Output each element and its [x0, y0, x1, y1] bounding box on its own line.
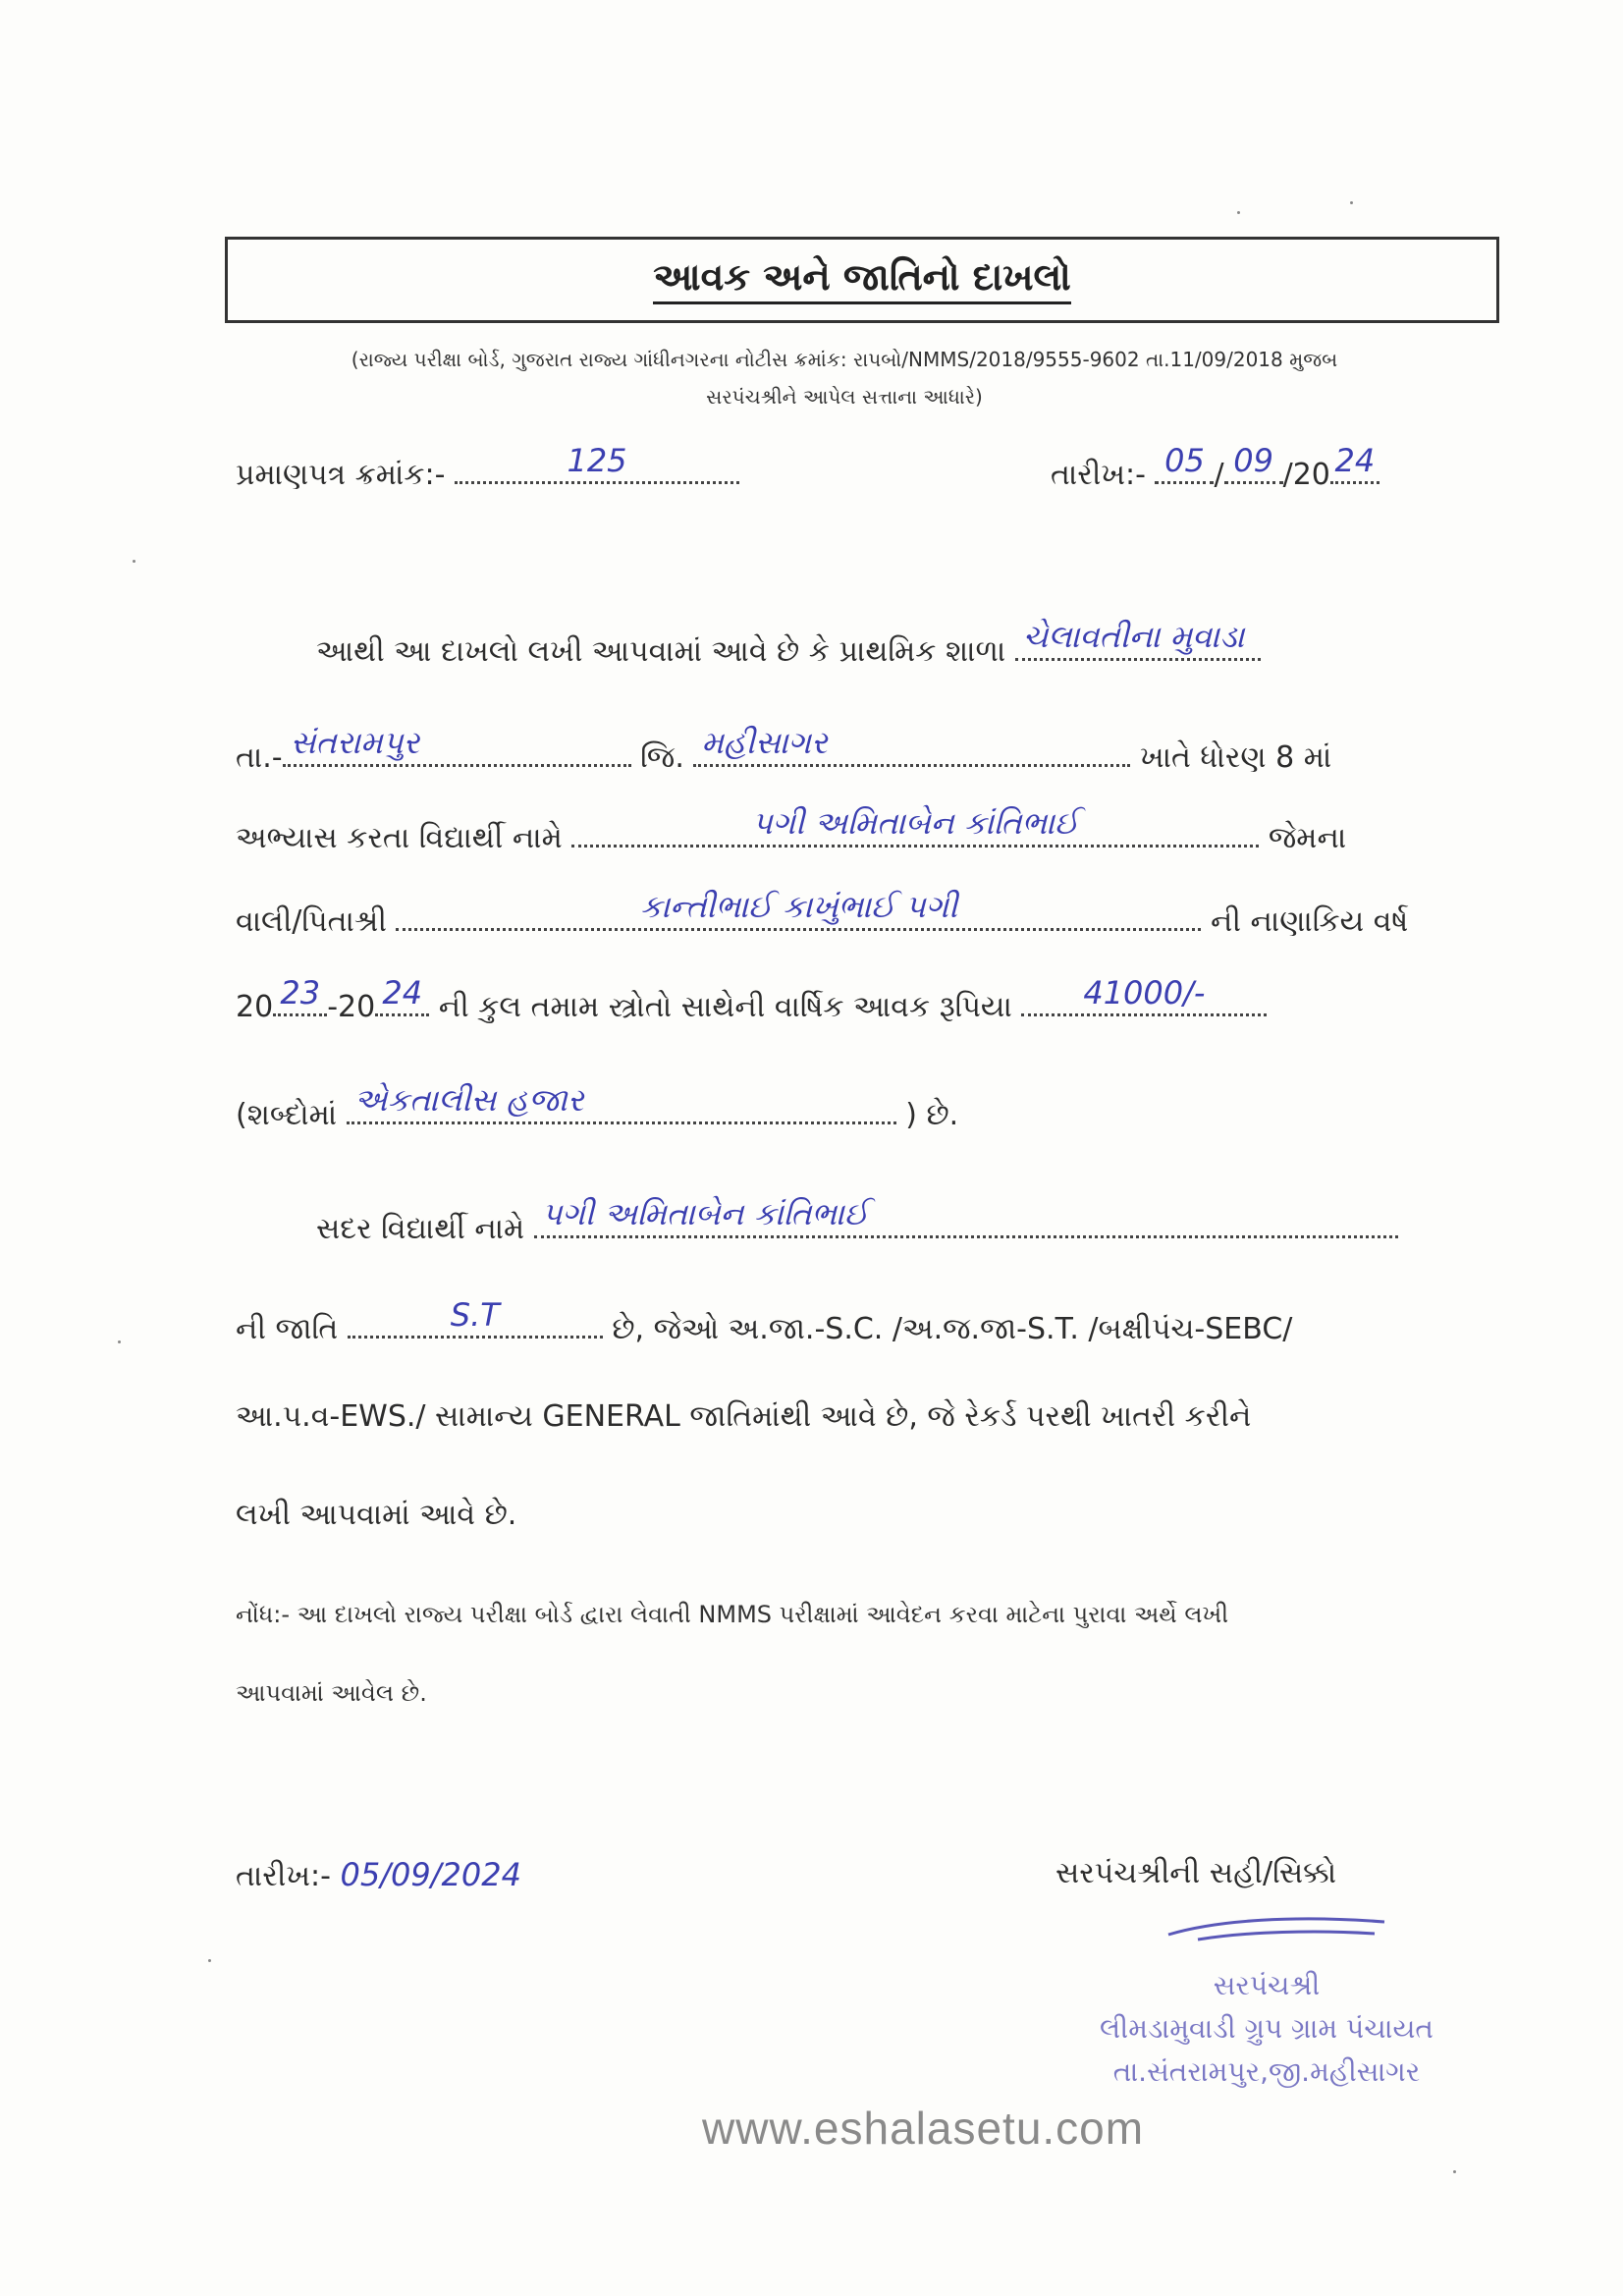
words-end: ) છે. — [905, 1098, 959, 1132]
caste-text: છે, જેઓ અ.જા.-S.C. /અ.જ.જા-S.T. /બક્ષીપંચ-SEBC/ — [612, 1312, 1293, 1346]
student-name-value: પગી અમિતાબેન કાંતિભાઈ — [751, 804, 1079, 842]
income-field — [1021, 974, 1267, 1016]
paragraph-2-line-1 — [316, 1195, 1398, 1246]
year-value-1: 23 — [280, 974, 321, 1011]
words-field — [347, 1081, 896, 1124]
footer-date-value: 05/09/2024 — [340, 1856, 521, 1893]
year-field-2 — [375, 974, 429, 1016]
p2-student-name-value: પગી અમિતાબેન કાંતિભાઈ — [541, 1195, 869, 1232]
date-day-field — [1155, 442, 1214, 484]
paragraph-1-line-3 — [236, 804, 1347, 855]
words-value: એકતાલીસ હજાર — [353, 1081, 584, 1119]
caste-label: ની જાતિ — [236, 1312, 339, 1346]
document-title: આવક અને જાતિનો દાખલો — [653, 255, 1071, 304]
taluka-field — [283, 724, 631, 767]
standard-text: ખાતે ધોરણ 8 માં — [1139, 740, 1332, 775]
sarpanch-stamp — [1080, 1964, 1453, 2094]
stamp-line-2: લીમડામુવાડી ગ્રુપ ગ્રામ પંચાયત — [1100, 2012, 1434, 2045]
year-prefix-1: 20 — [236, 990, 274, 1024]
date-month-value: 09 — [1233, 442, 1273, 479]
certificate-date-row: તારીખ:- 05 / 09 /20 24 — [1051, 452, 1380, 492]
district-value: મહીસાગર — [701, 724, 828, 761]
certificate-number-label: પ્રમાણપત્ર ક્રમાંક:- — [236, 458, 446, 492]
signature-label: સરપંચશ્રીની સહી/સિક્કો — [1055, 1856, 1337, 1890]
caste-line-3: લખી આપવામાં આવે છે. — [236, 1498, 517, 1532]
certificate-date-label: તારીખ:- — [1051, 458, 1146, 492]
paragraph-1-line-4 — [236, 888, 1409, 939]
district-field — [693, 724, 1130, 767]
footer-date-label: તારીખ:- — [236, 1859, 331, 1893]
reference-line-1: (રાજ્ય પરીક્ષા બોર્ડ, ગુજરાત રાજ્ય ગાંધીનગરના નોટીસ ક્રમાંક: રાપબો/NMMS/2018/9555-9602 તા.11/09/2018 મુજબ — [351, 348, 1338, 371]
caste-value: S.T — [450, 1296, 500, 1334]
scan-speck — [1237, 211, 1240, 214]
school-field — [1015, 618, 1261, 661]
guardian-name-value: કાન્તીભાઈ કાખુંભાઈ પગી — [639, 888, 958, 925]
scan-speck — [208, 1959, 211, 1962]
paragraph-1-line-1 — [316, 618, 1261, 669]
note-line-2: આપવામાં આવેલ છે. — [236, 1679, 427, 1707]
signature-mark — [1159, 1910, 1394, 1949]
year-value-2: 24 — [382, 974, 423, 1011]
district-label: જિ. — [640, 740, 684, 775]
title-box — [225, 237, 1499, 323]
school-text: આથી આ દાખલો લખી આપવામાં આવે છે કે પ્રાથમિક શાળા — [316, 634, 1006, 669]
date-year-value: 24 — [1334, 442, 1376, 479]
year-field-1 — [273, 974, 327, 1016]
certificate-number-field — [455, 442, 739, 484]
guardian-name-field — [396, 888, 1201, 931]
scan-speck — [118, 1340, 121, 1343]
note-line-1: નોંધ:- આ દાખલો રાજ્ય પરીક્ષા બોર્ડ દ્વારા લેવાતી NMMS પરીક્ષામાં આવેદન કરવા માટેના પુરાવા અર્થે લખી — [236, 1601, 1229, 1628]
date-year-field — [1330, 442, 1380, 484]
paragraph-1-line-6 — [236, 1081, 959, 1132]
guardian-label: વાલી/પિતાશ્રી — [236, 904, 387, 939]
scan-speck — [133, 560, 135, 563]
stamp-line-1: સરપંચશ્રી — [1213, 1969, 1321, 2001]
income-value: 41000/- — [1083, 974, 1206, 1011]
date-year-prefix: /20 — [1282, 458, 1330, 492]
paragraph-2-line-2 — [236, 1296, 1293, 1346]
year-prefix-2: -20 — [327, 990, 376, 1024]
caste-field — [348, 1296, 603, 1339]
scan-speck — [1350, 201, 1353, 204]
stamp-line-3: તા.સંતરામપુર,જી.મહીસાગર — [1112, 2055, 1421, 2088]
whose-text: જેમના — [1268, 821, 1347, 855]
footer-date-row — [236, 1856, 521, 1893]
financial-year-text: ની નાણાકિય વર્ષ — [1211, 904, 1409, 939]
taluka-value: સંતરામપુર — [290, 724, 420, 761]
student-label: અભ્યાસ કરતા વિદ્યાર્થી નામે — [236, 821, 563, 855]
p2-student-label: સદર વિદ્યાર્થી નામે — [316, 1212, 525, 1246]
income-text: ની કુલ તમામ સ્ત્રોતો સાથેની વાર્ષિક આવક રૂપિયા — [438, 990, 1012, 1024]
date-day-value: 05 — [1164, 442, 1205, 479]
reference-line-2: સરપંચશ્રીને આપેલ સત્તાના આધારે) — [706, 385, 983, 409]
words-label: (શબ્દોમાં — [236, 1098, 338, 1132]
paragraph-1-line-5 — [236, 974, 1267, 1024]
school-name-value: ચેલાવતીના મુવાડા — [1022, 618, 1245, 655]
p2-student-name-field — [534, 1195, 1398, 1238]
certificate-number-value: 125 — [567, 442, 627, 479]
scan-speck — [1453, 2170, 1456, 2173]
watermark-url: www.eshalasetu.com — [702, 2103, 1145, 2154]
student-name-field — [571, 804, 1259, 847]
paragraph-1-line-2 — [236, 724, 1332, 775]
certificate-number-row — [236, 442, 739, 492]
date-month-field — [1224, 442, 1283, 484]
taluka-label: તા.- — [236, 740, 283, 775]
caste-line-2: આ.પ.વ-EWS./ સામાન્ય GENERAL જાતિમાંથી આવે છે, જે રેકર્ડ પરથી ખાતરી કરીને — [236, 1399, 1252, 1434]
